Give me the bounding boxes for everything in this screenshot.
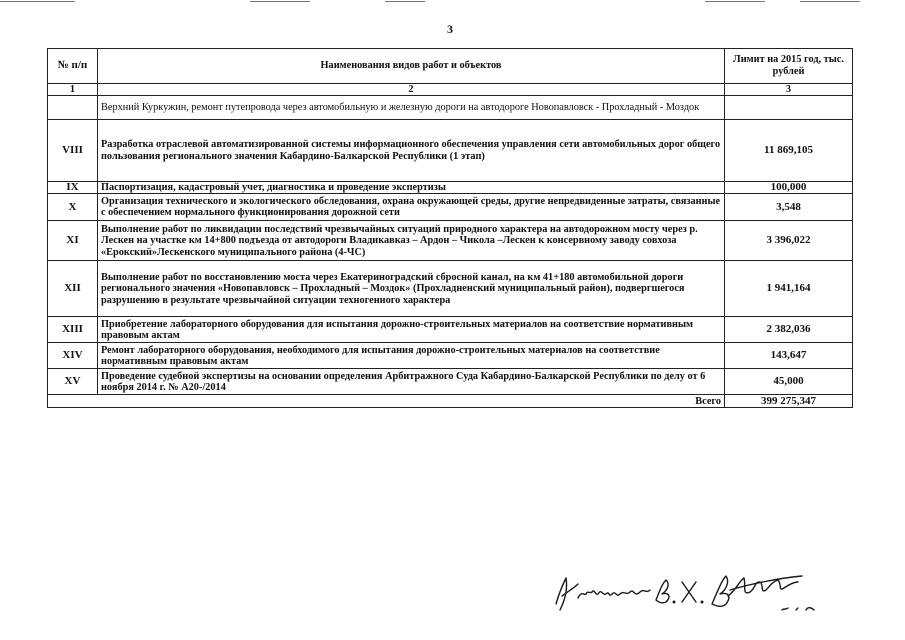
row-number: VIII (48, 120, 98, 182)
column-header-limit: Лимит на 2015 год, тыс. рублей (725, 49, 853, 84)
row-number: XII (48, 261, 98, 317)
row-number: XIII (48, 317, 98, 343)
table-row (48, 317, 853, 343)
row-number: IX (48, 182, 98, 194)
row-description: Приобретение лабораторного оборудования для испытания дорожно-строительных материалов на соответствие нормативным правовым актам (98, 317, 725, 343)
column-header-name: Наименования видов работ и объектов (98, 49, 725, 84)
row-description: Разработка отраслевой автоматизированной системы информационного обеспечения управления сети автомобильных дорог общего пользования регионального значения Кабардино-Балкарской Республики (1 этап) (98, 120, 725, 182)
row-description: Организация технического и экологического обследования, охрана окружающей среды, другие непредвиденные затраты, связанные с обеспечением нормального функционирования дорожной сети (98, 194, 725, 221)
row-description: Ремонт лабораторного оборудования, необходимого для испытания дорожно-строительных материалов на соответствие нормативным правовым актам (98, 343, 725, 369)
column-index-3: 3 (725, 84, 853, 96)
column-index-2: 2 (98, 84, 725, 96)
row-description: Проведение судебной экспертизы на основании определения Арбитражного Суда Кабардино-Балкарской Республики по делу от 6 ноября 2014 г. № А20-/2014 (98, 369, 725, 395)
row-limit: 45,000 (725, 369, 853, 395)
scan-top-edge-marks (0, 0, 905, 6)
row-number: X (48, 194, 98, 221)
row-limit (725, 96, 853, 120)
work-limits-table (47, 48, 853, 408)
total-label: Всего (98, 395, 725, 408)
row-number (48, 96, 98, 120)
row-limit: 3,548 (725, 194, 853, 221)
row-description: Выполнение работ по восстановлению моста через Екатериноградский сбросной канал, на км 41+180 автомобильной дороги регионального значения «Новопавловск – Прохладный – Моздок» (Прохладненский муниципальный район), подвергшегося разрушению в результате чрезвычайной ситуации техногенного характера (98, 261, 725, 317)
row-limit: 1 941,164 (725, 261, 853, 317)
row-number: XI (48, 221, 98, 261)
row-limit: 11 869,105 (725, 120, 853, 182)
table-row (48, 221, 853, 261)
row-number: XIV (48, 343, 98, 369)
table-row (48, 369, 853, 395)
table-row (48, 343, 853, 369)
total-row (48, 395, 853, 408)
table-header-row (48, 49, 853, 84)
column-header-number: № п/п (48, 49, 98, 84)
handwritten-signature (550, 560, 850, 620)
table-row (48, 120, 853, 182)
table-row (48, 182, 853, 194)
row-description: Паспортизация, кадастровый учет, диагностика и проведение экспертизы (98, 182, 725, 194)
row-description: Выполнение работ по ликвидации последствий чрезвычайных ситуаций природного характера на автодорожном мосту через р. Лескен на участке км 14+800 подъезда от автодороги Владикавказ – Ардон – Чикола –Лескен к консервному заводу совхоза «Ерокский»Лескенского муниципального района (4-ЧС) (98, 221, 725, 261)
page-number: 3 (447, 22, 453, 36)
row-number: XV (48, 369, 98, 395)
total-value: 399 275,347 (725, 395, 853, 408)
total-spacer (48, 395, 98, 408)
row-limit: 143,647 (725, 343, 853, 369)
column-index-row (48, 84, 853, 96)
row-limit: 100,000 (725, 182, 853, 194)
table-row (48, 261, 853, 317)
column-index-1: 1 (48, 84, 98, 96)
row-limit: 3 396,022 (725, 221, 853, 261)
row-limit: 2 382,036 (725, 317, 853, 343)
row-description: Верхний Куркужин, ремонт путепровода через автомобильную и железную дороги на автодороге Новопавловск - Прохладный - Моздок (98, 96, 725, 120)
table-row (48, 194, 853, 221)
table-row (48, 96, 853, 120)
